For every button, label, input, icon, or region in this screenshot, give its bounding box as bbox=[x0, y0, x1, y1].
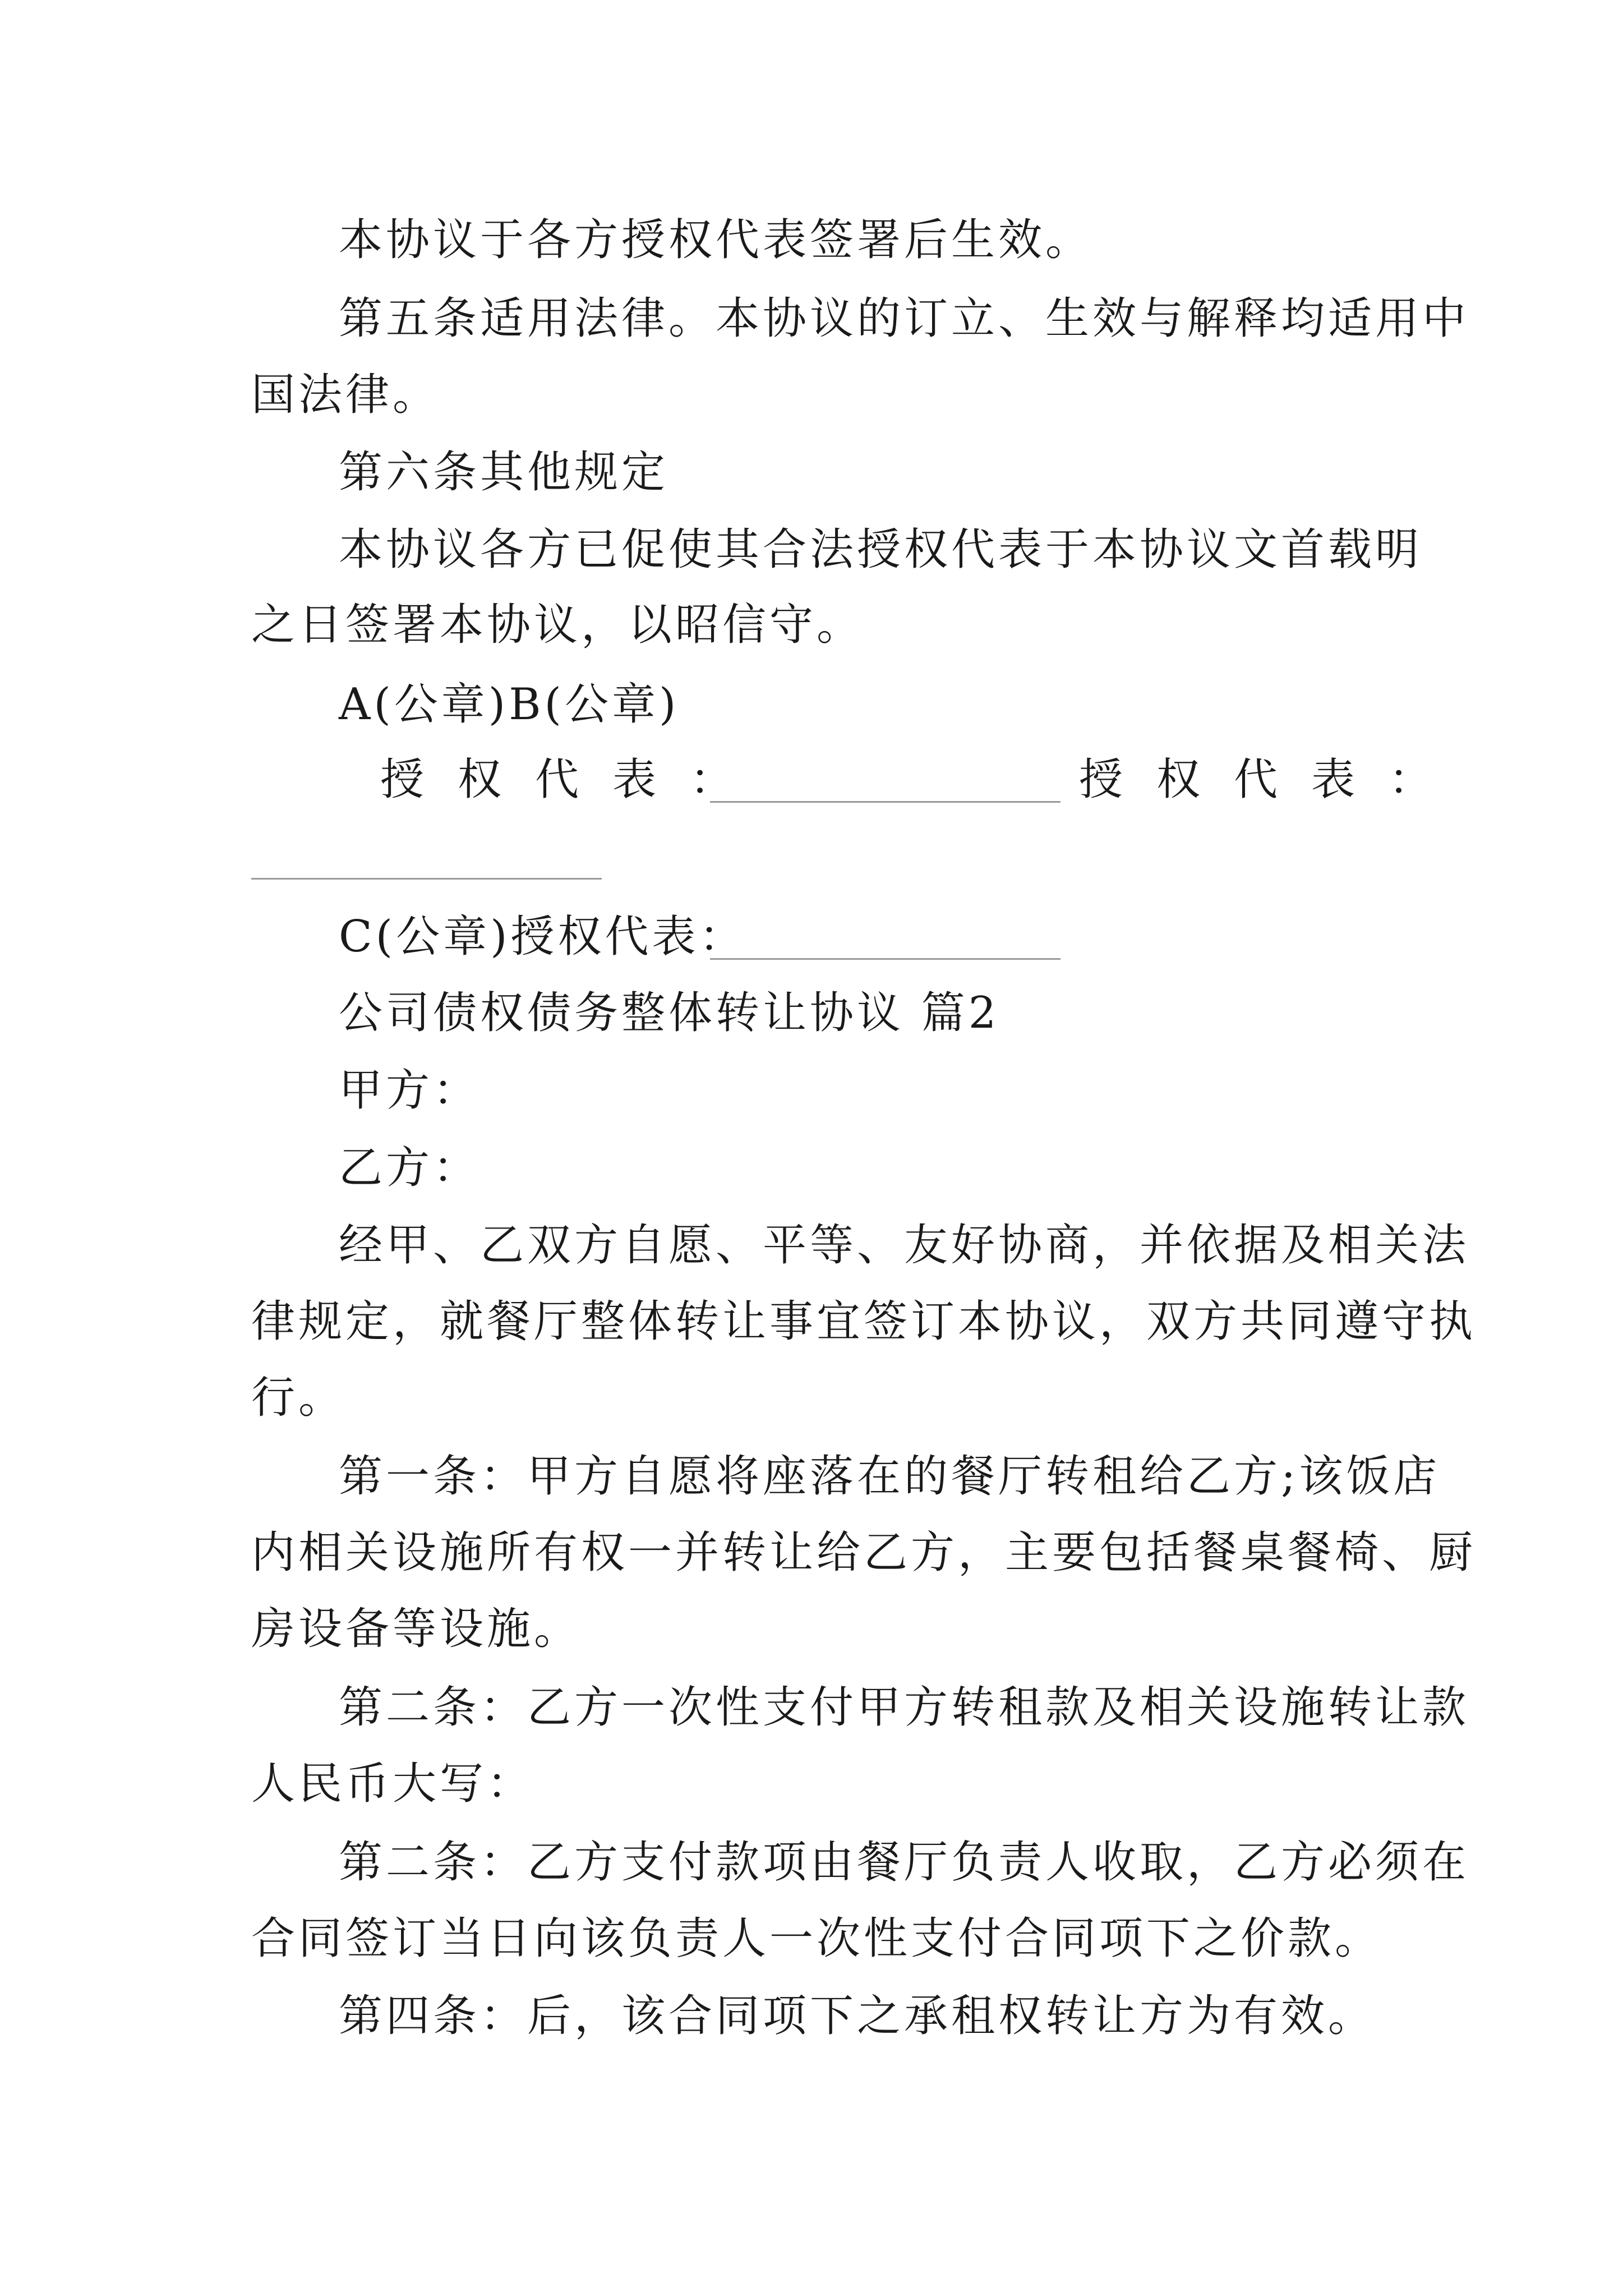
article-1-line-1: 第一条：甲方自愿将座落在的餐厅转租给乙方;该饭店 bbox=[339, 1451, 1441, 1502]
preamble-line-1: 经甲、乙双方自愿、平等、友好协商，并依据及相关法 bbox=[339, 1220, 1470, 1271]
signature-row-ab bbox=[251, 752, 1467, 808]
seal-c-label: C(公章)授权代表： bbox=[339, 912, 746, 962]
article-1-line-2: 内相关设施所有权一并转让给乙方，主要包括餐桌餐椅、厨 bbox=[251, 1527, 1477, 1578]
seal-line-ab: A(公章)B(公章) bbox=[339, 679, 680, 730]
article-6-heading: 第六条其他规定 bbox=[339, 447, 669, 498]
article-5-line-1: 第五条适用法律。本协议的订立、生效与解释均适用中 bbox=[339, 293, 1470, 344]
paragraph-effective: 本协议于各方授权代表签署后生效。 bbox=[339, 215, 1093, 265]
seal-line-c bbox=[339, 909, 1384, 965]
article-1-line-3: 房设备等设施。 bbox=[251, 1604, 582, 1654]
signature-label-a: 授权代表： bbox=[380, 754, 768, 805]
article-6-line-1: 本协议各方已促使其合法授权代表于本协议文首载明 bbox=[339, 524, 1423, 575]
signature-blank-c bbox=[710, 958, 1061, 960]
section-title: 公司债权债务整体转让协议 篇2 bbox=[339, 988, 1000, 1038]
party-a-label: 甲方： bbox=[339, 1065, 481, 1116]
party-b-label: 乙方： bbox=[339, 1143, 481, 1193]
signature-blank-b bbox=[251, 878, 602, 880]
signature-blank-a bbox=[710, 801, 1061, 803]
article-3-line-2: 合同签订当日向该负责人一次性支付合同项下之价款。 bbox=[251, 1913, 1382, 1964]
article-3-line-1: 第二条：乙方支付款项由餐厅负责人收取，乙方必须在 bbox=[339, 1837, 1470, 1888]
article-6-line-2: 之日签署本协议，以昭信守。 bbox=[251, 600, 864, 650]
article-4-line-1: 第四条：后，该合同项下之承租权转让方为有效。 bbox=[339, 1991, 1376, 2041]
signature-label-b: 授权代表： bbox=[1079, 754, 1467, 805]
article-5-line-2: 国法律。 bbox=[251, 370, 440, 420]
preamble-line-2: 律规定，就餐厅整体转让事宜签订本协议，双方共同遵守执 bbox=[251, 1296, 1477, 1347]
preamble-line-3: 行。 bbox=[251, 1373, 346, 1423]
article-2-line-1: 第二条：乙方一次性支付甲方转租款及相关设施转让款 bbox=[339, 1682, 1470, 1733]
article-2-line-2: 人民币大写： bbox=[251, 1759, 534, 1809]
